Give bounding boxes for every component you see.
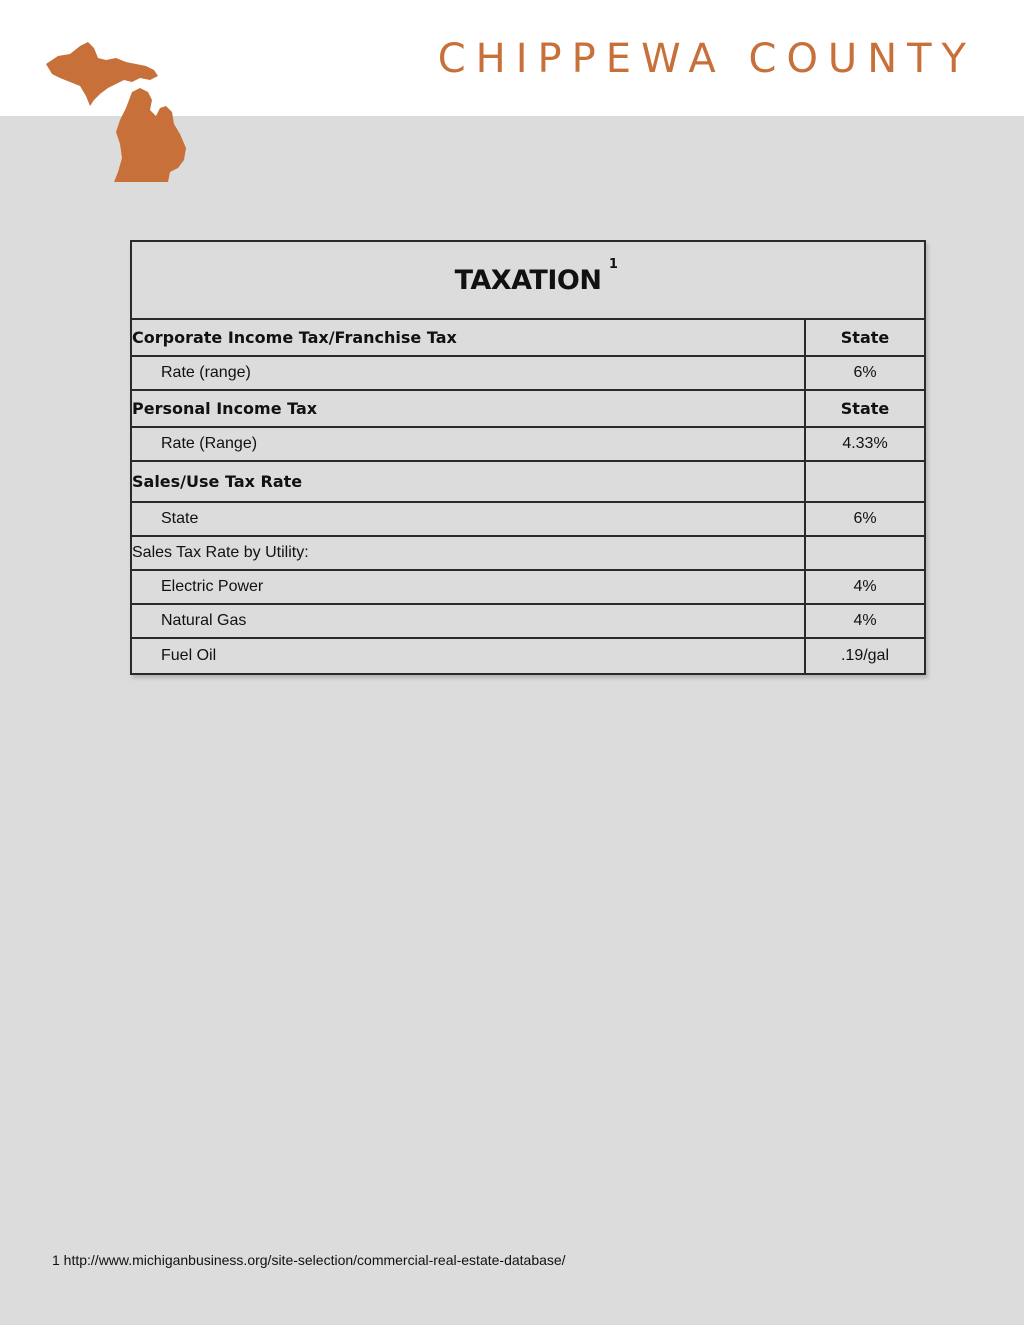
row-label: State [132,503,806,535]
row-value: 4.33% [842,435,888,452]
taxation-table [130,240,926,675]
table-row [132,605,924,639]
row-value: 4% [853,578,877,595]
table-title-row [132,242,924,320]
table-row [132,320,924,357]
table-title [454,256,618,296]
table-row [132,462,924,503]
table-row [132,357,924,391]
row-label: Fuel Oil [132,639,806,673]
footnote-source-link: 1 http://www.michiganbusiness.org/site-selection/commercial-real-estate-database/ [52,1252,566,1268]
row-label: Electric Power [132,571,806,603]
row-value [806,462,924,501]
row-label: Natural Gas [132,605,806,637]
row-value: State [840,399,890,418]
table-row [132,571,924,605]
row-value: 6% [853,364,877,381]
row-label: Corporate Income Tax/Franchise Tax [132,320,806,355]
michigan-map-icon [40,36,200,188]
row-label: Rate (range) [132,357,806,389]
county-title: CHIPPEWA COUNTY [437,36,976,82]
row-value: State [840,328,890,347]
footnote-marker: 1 [608,256,618,272]
table-row [132,391,924,428]
row-label: Sales Tax Rate by Utility: [132,537,806,569]
row-label: Rate (Range) [132,428,806,460]
table-row [132,503,924,537]
table-row [132,639,924,673]
table-row [132,428,924,462]
table-row [132,537,924,571]
row-value [806,537,924,569]
table-title-text: TAXATION [454,264,602,296]
row-value: 6% [853,510,877,527]
row-label: Sales/Use Tax Rate [132,462,806,501]
row-value: .19/gal [840,647,890,664]
row-label: Personal Income Tax [132,391,806,426]
row-value: 4% [853,612,877,629]
